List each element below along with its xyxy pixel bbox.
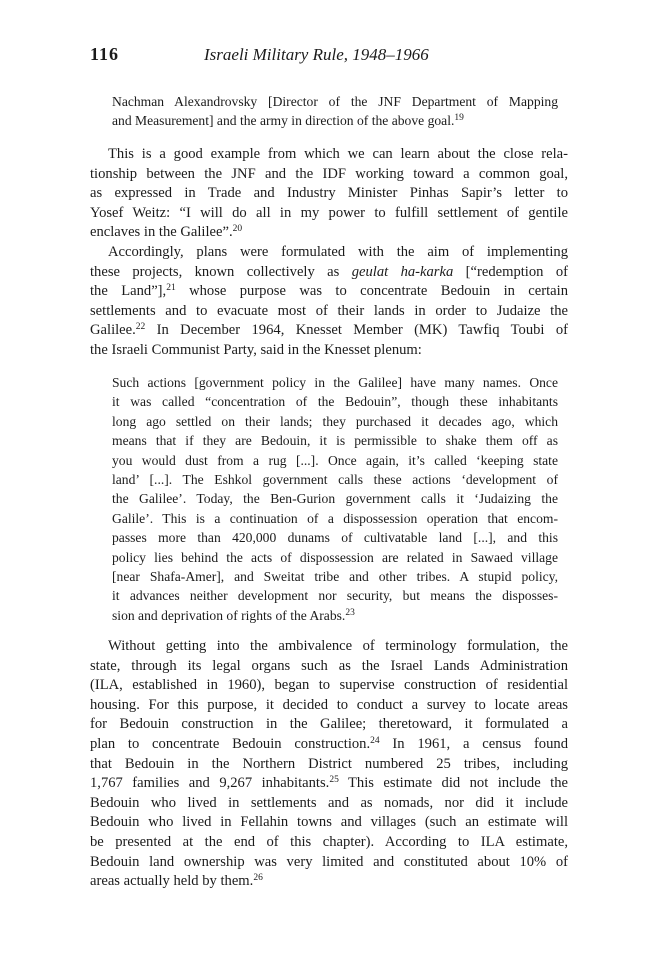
quote-line: you would dust from a rug [...]. Once again, it’s called ‘keeping state	[112, 452, 558, 468]
text-line: (ILA, established in 1960), began to supervise construction of residential	[90, 677, 568, 694]
text-line: plan to concentrate Bedouin construction.$^{24}$ In 1961, a census found	[90, 735, 568, 752]
text-line: the Land”],$^{21}$ whose purpose was to concentrate Bedouin in certain	[90, 283, 568, 300]
text-line: This is a good example from which we can learn about the close rela-	[108, 146, 568, 162]
footnote-marker: 26	[253, 873, 263, 884]
quote-line: passes more than 420,000 dunams of cultivatable land [...], and this	[112, 530, 558, 546]
text-line: be presented at the end of this chapter). According to ILA estimate,	[90, 833, 568, 850]
text-line: tionship between the JNF and the IDF working toward a common goal,	[90, 165, 568, 182]
quote-line: [near Shafa-Amer], and Sweitat tribe and other tribes. A stupid policy,	[112, 569, 558, 585]
text-line: Bedouin land ownership was very limited and constituted about 10% of	[90, 853, 568, 870]
quote-line-last: sion and deprivation of rights of the Arabs.$^{23}$	[112, 607, 355, 623]
text-line: these projects, known collectively as geulat ha-karka [“redemption of	[90, 263, 568, 280]
quote-line: long ago settled on their lands; they purchased it decades ago, which	[112, 413, 558, 429]
text-line: for Bedouin construction in the Galilee; theretoward, it formulated a	[90, 716, 568, 733]
block-quote-intro	[112, 92, 558, 131]
text-line: the Israeli Communist Party, said in the Knesset plenum:	[90, 341, 422, 358]
text-line: Bedouin who lived in settlements and as nomads, nor did it include	[90, 794, 568, 811]
page-number: 116	[90, 44, 120, 64]
quote-line: the Galilee’. Today, the Ben-Gurion government calls it ‘Judaizing the	[112, 491, 558, 507]
body-paragraph-1	[90, 145, 568, 243]
footnote-marker: 19	[454, 113, 464, 124]
quote-line: means that if they are Bedouin, it is permissible to shake them off as	[112, 433, 558, 449]
text-line: 1,767 families and 9,267 inhabitants.$^{25}$ This estimate did not include the	[90, 775, 568, 792]
text-line: Bedouin who lived in Fellahin towns and villages (such an estimate will	[90, 814, 568, 831]
text-line: settlements and to evacuate most of their lands in order to Judaize the	[90, 302, 568, 319]
footnote-marker: 22	[135, 322, 146, 333]
text-line: enclaves in the Galilee”.$^{20}$	[90, 224, 243, 241]
text-line: as expressed in Trade and Industry Minister Pinhas Sapir’s letter to	[90, 185, 568, 202]
quote-line: it was called “concentration of the Bedouin”, though these inhabitants	[112, 394, 558, 410]
italic-term: geulat ha-karka	[351, 263, 454, 280]
footnote-marker: 21	[166, 283, 176, 294]
quote-line: policy lies behind the acts of dispossession are related in Sawaed village	[112, 549, 558, 565]
text-line: state, through its legal organs such as the Israel Lands Administration	[90, 657, 568, 674]
text-line: Yosef Weitz: “I will do all in my power to fulfill settlement of gentile	[90, 204, 568, 221]
text-line: housing. For this purpose, it decided to conduct a survey to locate areas	[90, 696, 568, 713]
quote-line: it advances neither development nor security, but means the disposses-	[112, 588, 558, 604]
footnote-marker: 20	[232, 224, 243, 235]
quote-line: Galile’. This is a continuation of a dispossession operation that encom-	[112, 510, 558, 526]
text-line: that Bedouin in the Northern District numbered 25 tribes, including	[90, 755, 568, 772]
block-quote-knesset	[112, 373, 558, 625]
quote-line: land’ [...]. The Eshkol government calls these actions ‘development of	[112, 472, 558, 488]
page-header	[90, 44, 570, 68]
quote-line: Such actions [government policy in the Galilee] have many names. Once	[112, 375, 558, 390]
body-paragraph-2	[90, 243, 568, 361]
body-paragraph-3	[90, 637, 568, 892]
quote-line-last: and Measurement] and the army in direction of the above goal.$^{19}$	[112, 113, 464, 129]
footnote-marker: 25	[329, 775, 339, 786]
quote-line: Nachman Alexandrovsky [Director of the JNF Department of Mapping	[112, 94, 558, 109]
running-head: Israeli Military Rule, 1948–1966	[204, 45, 429, 64]
text-line: areas actually held by them.$^{26}$	[90, 873, 263, 890]
text-line: Galilee.$^{22}$ In December 1964, Knesset Member (MK) Tawfiq Toubi of	[90, 322, 568, 339]
text-line: Without getting into the ambivalence of terminology formulation, the	[108, 638, 568, 654]
footnote-marker: 23	[345, 607, 355, 618]
footnote-marker: 24	[370, 735, 380, 746]
text-line: Accordingly, plans were formulated with the aim of implementing	[108, 244, 568, 260]
